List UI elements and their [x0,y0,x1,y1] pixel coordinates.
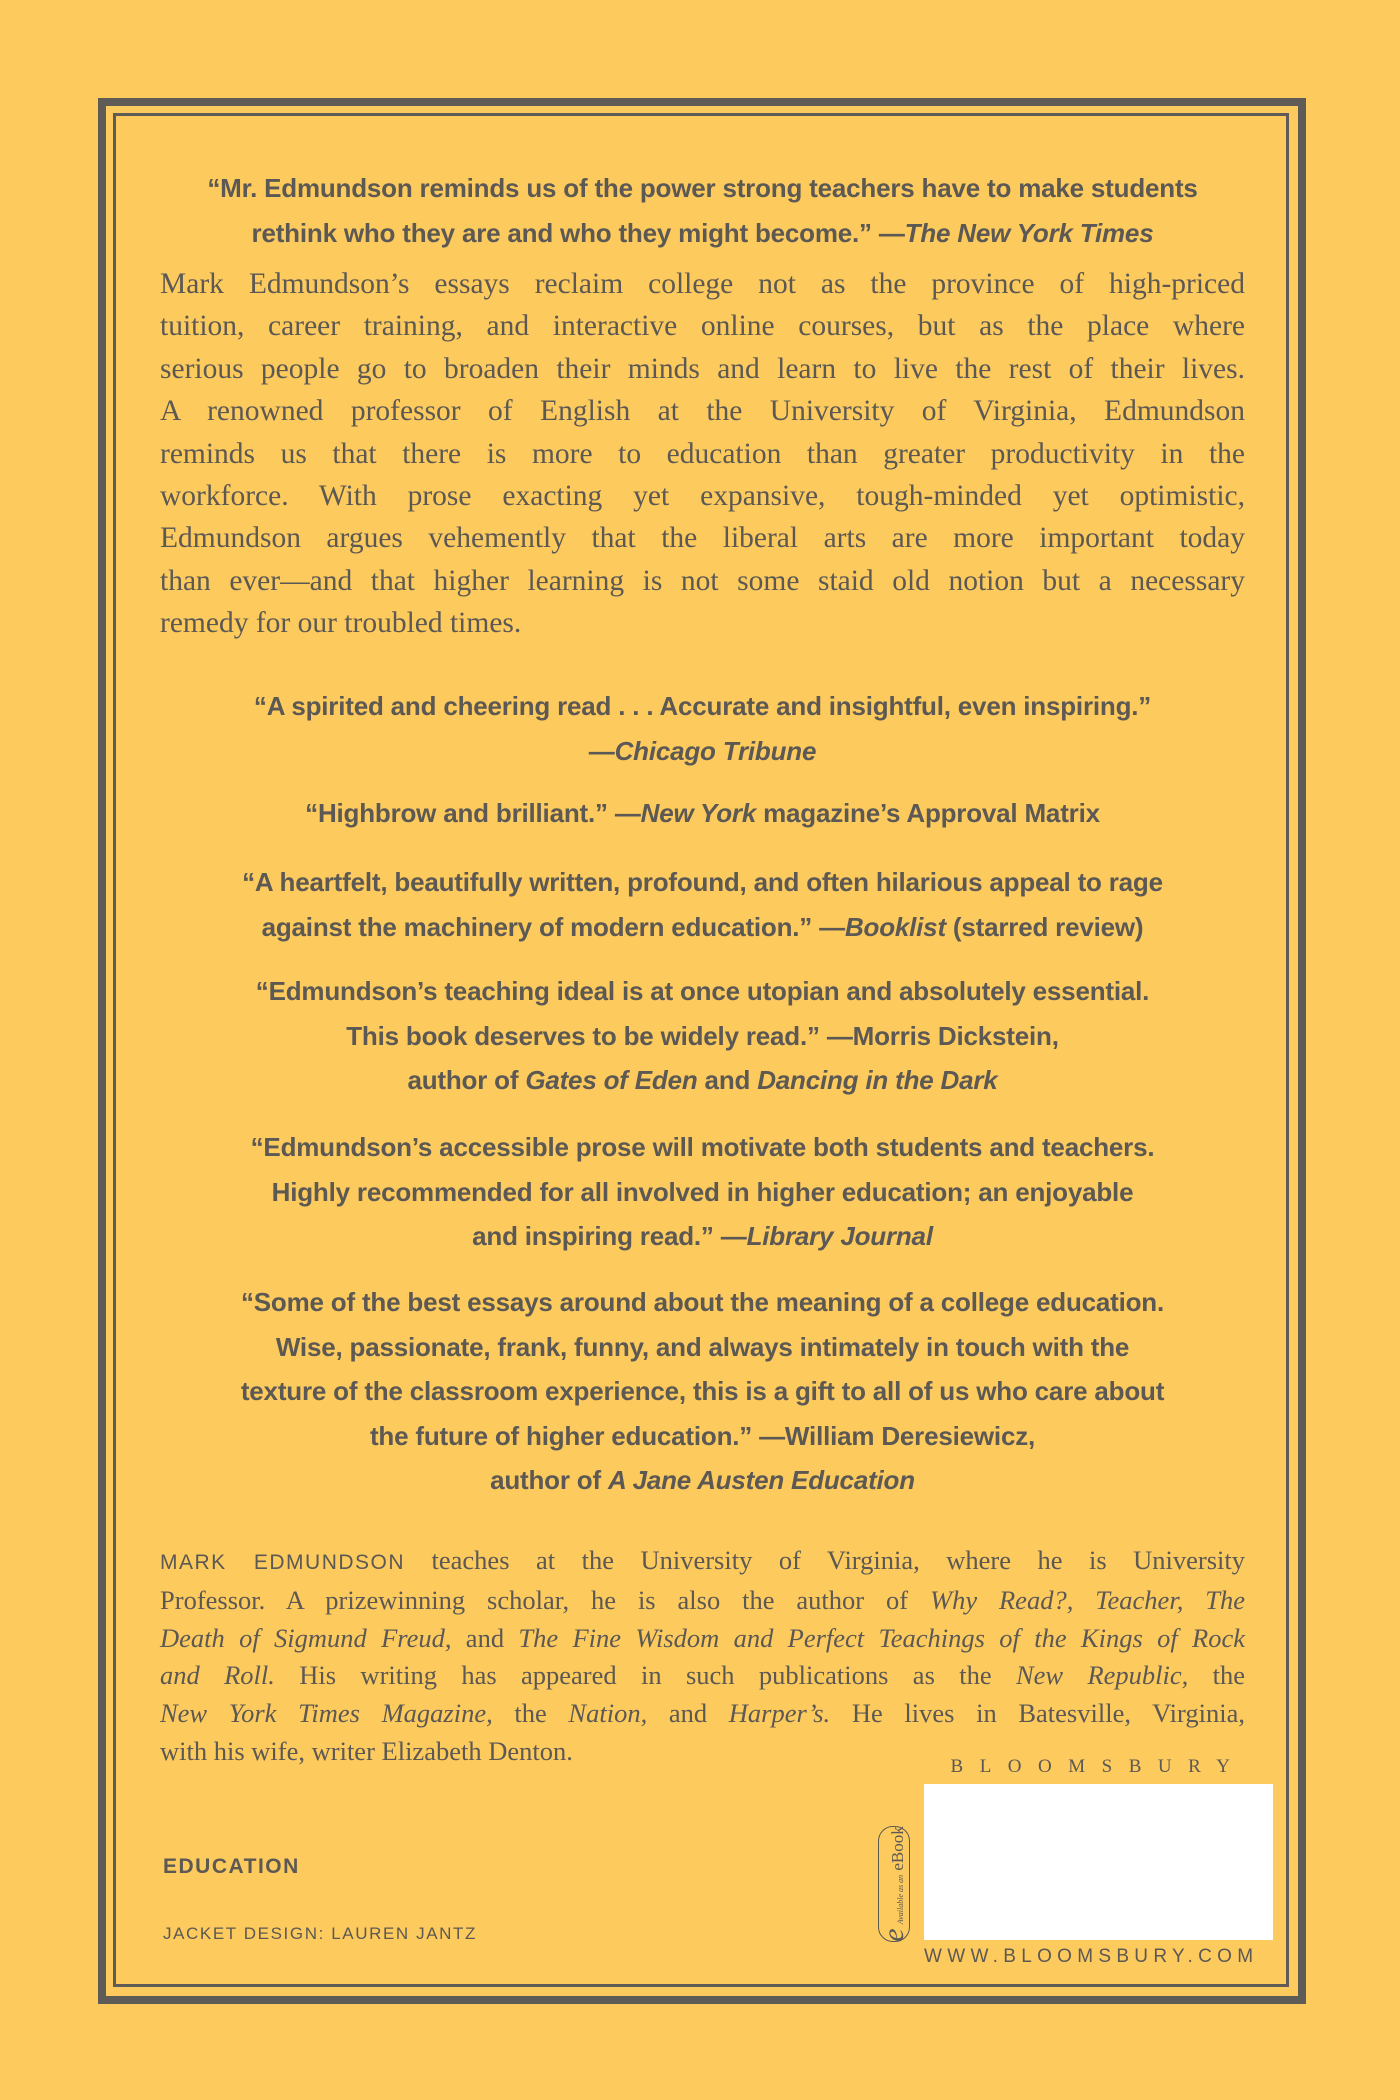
italic-text: The Fine Wisdom and Perfect Teachings of the Kings of Rock [518,1622,1245,1653]
text-line [160,602,1245,644]
text-segment: the future of higher education.” —William Deresiewicz, [369,1420,1036,1451]
quote-chicago-tribune [160,684,1245,773]
text-segment: rethink who they are and who they might become.” — [251,217,905,248]
text-line [160,905,1245,950]
text-segment: author of [490,1465,608,1495]
quote-nyt [160,166,1245,255]
text-line [160,1414,1245,1459]
italic-text: New Republic, [1015,1660,1189,1691]
text-line [160,433,1245,475]
text-segment: “Edmundson’s accessible prose will motivate both students and teachers. [250,1132,1155,1162]
italic-text: The New York Times [904,217,1154,248]
text-line [160,475,1245,517]
author-bio [160,1542,1245,1771]
text-segment: against the machinery of modern education.” — [261,911,845,942]
italic-text: Chicago Tribune [614,735,817,766]
publisher-website: WWW.BLOOMSBURY.COM [924,1946,1259,1967]
italic-text: Nation, [568,1698,648,1729]
text-segment: with his wife, writer Elizabeth Denton. [160,1735,573,1766]
text-line [160,348,1245,390]
text-line [160,1325,1245,1370]
text-segment: — [588,735,615,766]
text-segment: Wise, passionate, frank, funny, and always intimately in touch with the [275,1331,1130,1362]
italic-text: Why Read?, Teacher, The [930,1584,1245,1615]
text-segment: This book deserves to be widely read.” —Morris Dickstein, [346,1020,1059,1051]
text-line [160,1369,1245,1414]
quote-morris-dickstein [160,969,1245,1103]
text-line [160,560,1245,602]
text-segment: “A heartfelt, beautifully written, profound, and often hilarious appeal to rage [242,867,1163,897]
text-line [160,791,1245,836]
italic-text: and Roll. [160,1660,275,1691]
text-line [160,1058,1245,1103]
italic-text: A Jane Austen Education [607,1465,915,1495]
text-segment: and [451,1622,519,1653]
text-segment: and [647,1698,729,1729]
text-segment: than ever—and that higher learning is not some staid old notion but a necessary [160,564,1245,597]
text-segment: magazine’s Approval Matrix [756,798,1100,828]
text-segment: teaches at the University of Virginia, where he is University [405,1545,1245,1575]
jacket-design-credit: JACKET DESIGN: LAUREN JANTZ [163,1924,477,1943]
text-segment: (starred review) [945,911,1144,942]
italic-text: Death of Sigmund Freud, [160,1622,452,1653]
text-line [160,211,1245,256]
text-segment: “Mr. Edmundson reminds us of the power strong teachers have to make students [207,173,1198,203]
text-line [160,1542,1245,1582]
quote-william-deresiewicz [160,1280,1245,1503]
text-line [160,1214,1245,1259]
text-segment: Highly recommended for all involved in higher education; an enjoyable [271,1176,1134,1207]
text-segment: He lives in Batesville, Virginia, [830,1698,1246,1729]
text-line [160,729,1245,774]
ebook-label: eBook [888,1826,907,1871]
text-line [160,1458,1245,1503]
italic-text: Gates of Eden [525,1065,698,1095]
ebook-available-text: Available as an [896,1874,905,1925]
text-line [160,263,1245,305]
text-line [160,969,1245,1014]
quote-library-journal [160,1125,1245,1259]
text-segment: author of [407,1065,526,1095]
text-line [160,517,1245,559]
barcode-area [924,1784,1273,1940]
text-line [160,1170,1245,1215]
quote-new-york-magazine [160,791,1245,836]
italic-text: New York Times Magazine, [160,1698,493,1729]
text-segment: and [697,1065,758,1095]
text-line [160,684,1245,729]
text-segment: His writing has appeared in such publications as the [274,1660,1016,1691]
text-segment: Mark Edmundson’s essays reclaim college not as the province of high-priced [160,268,1245,300]
text-segment: tuition, career training, and interactive online courses, but as the place where [160,310,1245,343]
text-line [160,860,1245,905]
category-label: EDUCATION [163,1855,300,1878]
text-line [160,166,1245,211]
italic-text: Harper’s. [728,1698,831,1729]
text-line [160,1014,1245,1059]
text-segment: “Some of the best essays around about the meaning of a college education. [240,1287,1165,1317]
italic-text: Booklist [844,911,946,942]
text-segment: Professor. A prizewinning scholar, he is also the author of [160,1584,930,1615]
text-segment: Edmundson argues vehemently that the liberal arts are more important today [160,522,1245,555]
text-segment: reminds us that there is more to education than greater productivity in the [160,437,1245,470]
text-segment: texture of the classroom experience, this is a gift to all of us who care about [240,1376,1165,1406]
text-segment: workforce. With prose exacting yet expansive, tough-minded yet optimistic, [160,480,1245,513]
text-line [160,1280,1245,1325]
text-segment: the [1188,1660,1246,1691]
text-segment: serious people go to broaden their minds and learn to live the rest of their lives. [160,352,1245,385]
text-line [160,305,1245,347]
ebook-badge [878,1826,910,1942]
italic-text: Dancing in the Dark [757,1065,998,1095]
text-line [160,1125,1245,1170]
italic-text: Library Journal [746,1221,933,1251]
text-line [160,390,1245,432]
text-segment: “Edmundson’s teaching ideal is at once utopian and absolutely essential. [255,976,1150,1006]
publisher-name: BLOOMSBURY [950,1756,1247,1777]
text-line [160,1695,1245,1733]
ebook-e-logo: e [877,1928,910,1942]
text-line [160,1657,1245,1695]
text-segment: remedy for our troubled times. [160,607,522,640]
text-segment: MARK EDMUNDSON [160,1551,406,1574]
text-line [160,1582,1245,1620]
italic-text: New York [640,798,757,828]
quote-booklist [160,860,1245,949]
text-segment: “Highbrow and brilliant.” — [305,798,641,828]
text-segment: the [492,1698,569,1729]
text-segment: “A spirited and cheering read . . . Accurate and insightful, even inspiring.” [253,691,1152,721]
book-description [160,263,1245,645]
text-line [160,1620,1245,1658]
text-segment: and inspiring read.” — [472,1221,747,1251]
text-segment: A renowned professor of English at the University of Virginia, Edmundson [160,395,1245,428]
